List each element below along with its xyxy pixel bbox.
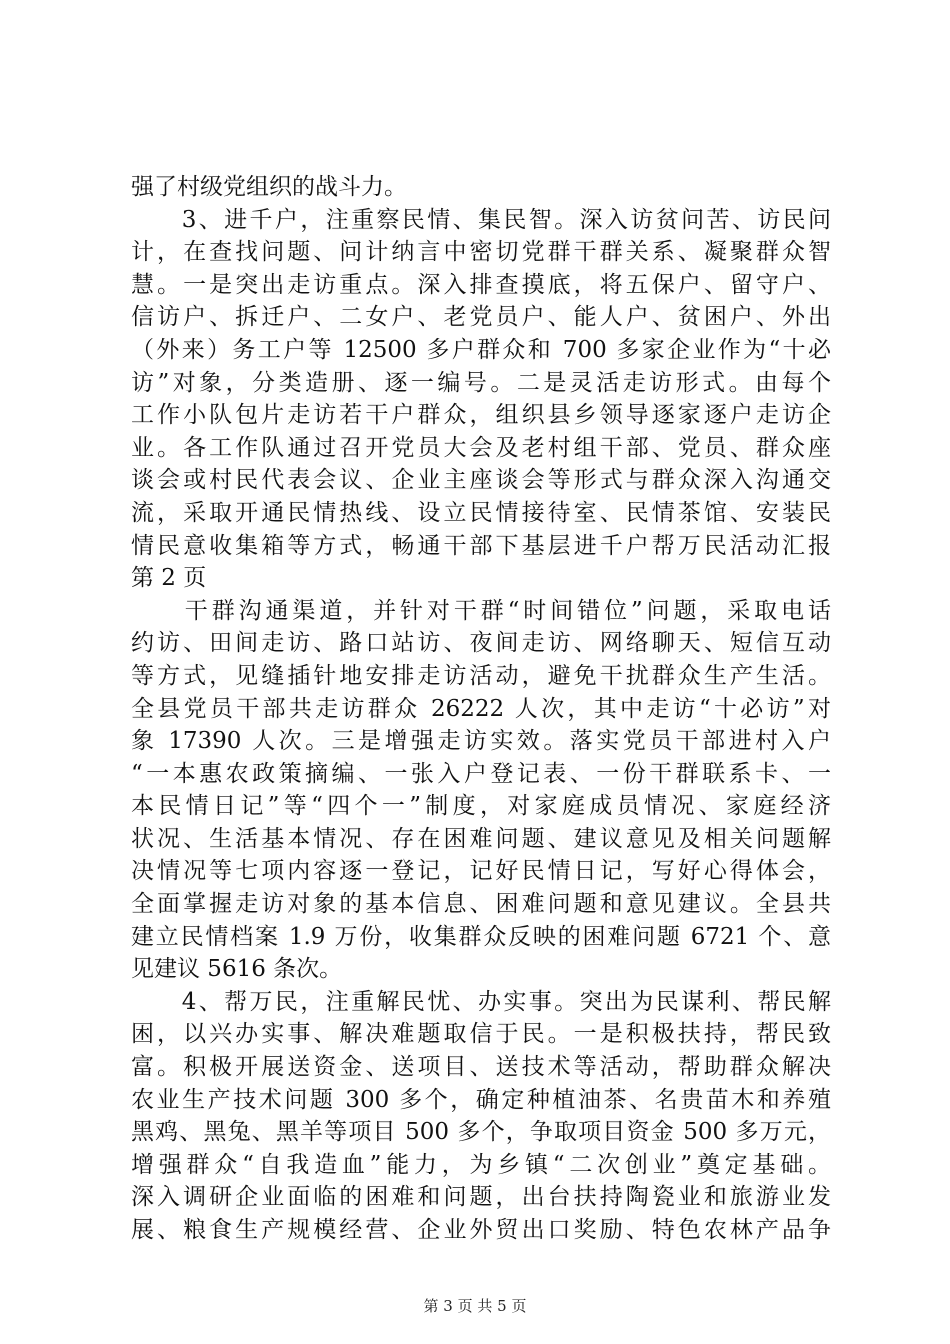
text-line: 决情况等七项内容逐一登记，记好民情日记，写好心得体会， [131, 858, 831, 885]
text-line: 慧。一是突出走访重点。深入排查摸底，将五保户、留守户、 [131, 271, 831, 298]
text-line: 全面掌握走访对象的基本信息、困难问题和意见建议。全县共 [131, 891, 831, 918]
text-line: 情民意收集箱等方式，畅通干部下基层进千户帮万民活动汇报 [131, 532, 831, 559]
text-line: 等方式，见缝插针地安排走访活动，避免干扰群众生产生活。 [131, 662, 831, 689]
text-line: 3、进千户，注重察民情、集民智。深入访贫问苦、访民问 [131, 206, 831, 233]
text-line: 谈会或村民代表会议、企业主座谈会等形式与群众深入沟通交 [131, 467, 831, 494]
text-line: 本民情日记”等“四个一”制度，对家庭成员情况、家庭经济 [131, 793, 831, 820]
text-line: 黑鸡、黑兔、黑羊等项目 500 多个，争取项目资金 500 多万元， [131, 1119, 831, 1146]
text-line: 工作小队包片走访若干户群众，组织县乡领导逐家逐户走访企 [131, 402, 831, 429]
text-line: 象 17390 人次。三是增强走访实效。落实党员干部进村入户 [131, 728, 831, 755]
text-line: 强了村级党组织的战斗力。 [131, 174, 407, 200]
text-line: 干群沟通渠道，并针对干群“时间错位”问题，采取电话 [131, 597, 831, 624]
text-line: 展、粮食生产规模经营、企业外贸出口奖励、特色农林产品争 [131, 1217, 831, 1243]
text-line: 困，以兴办实事、解决难题取信于民。一是积极扶持，帮民致 [131, 1021, 831, 1048]
body-text [131, 171, 831, 1247]
text-line: 约访、田间走访、路口站访、夜间走访、网络聊天、短信互动 [131, 630, 831, 657]
text-line: 计，在查找问题、问计纳言中密切党群干群关系、凝聚群众智 [131, 239, 831, 266]
text-line: 见建议 5616 条次。 [131, 956, 343, 983]
page-footer: 第 3 页 共 5 页 [423, 1297, 527, 1315]
text-line: “一本惠农政策摘编、一张入户登记表、一份干群联系卡、一 [131, 760, 831, 787]
text-line: 4、帮万民，注重解民忧、办实事。突出为民谋利、帮民解 [131, 988, 831, 1015]
text-line: 农业生产技术问题 300 多个，确定种植油茶、名贵苗木和养殖 [131, 1086, 831, 1113]
text-line: 深入调研企业面临的困难和问题，出台扶持陶瓷业和旅游业发 [131, 1184, 831, 1211]
text-line: 增强群众“自我造血”能力，为乡镇“二次创业”奠定基础。 [131, 1151, 831, 1178]
text-line: 访”对象，分类造册、逐一编号。二是灵活走访形式。由每个 [131, 369, 831, 396]
text-line: 业。各工作队通过召开党员大会及老村组干部、党员、群众座 [131, 434, 831, 461]
text-line: 富。积极开展送资金、送项目、送技术等活动，帮助群众解决 [131, 1054, 831, 1081]
text-line: 信访户、拆迁户、二女户、老党员户、能人户、贫困户、外出 [131, 304, 831, 331]
text-line: 建立民情档案 1.9 万份，收集群众反映的困难问题 6721 个、意 [131, 923, 831, 950]
text-line: 流，采取开通民情热线、设立民情接待室、民情茶馆、安装民 [131, 499, 831, 526]
text-line: （外来）务工户等 12500 多户群众和 700 多家企业作为“十必 [131, 336, 831, 363]
text-line: 第 2 页 [131, 565, 207, 592]
text-line: 全县党员干部共走访群众 26222 人次，其中走访“十必访”对 [131, 695, 831, 722]
text-line: 状况、生活基本情况、存在困难问题、建议意见及相关问题解 [131, 825, 831, 852]
